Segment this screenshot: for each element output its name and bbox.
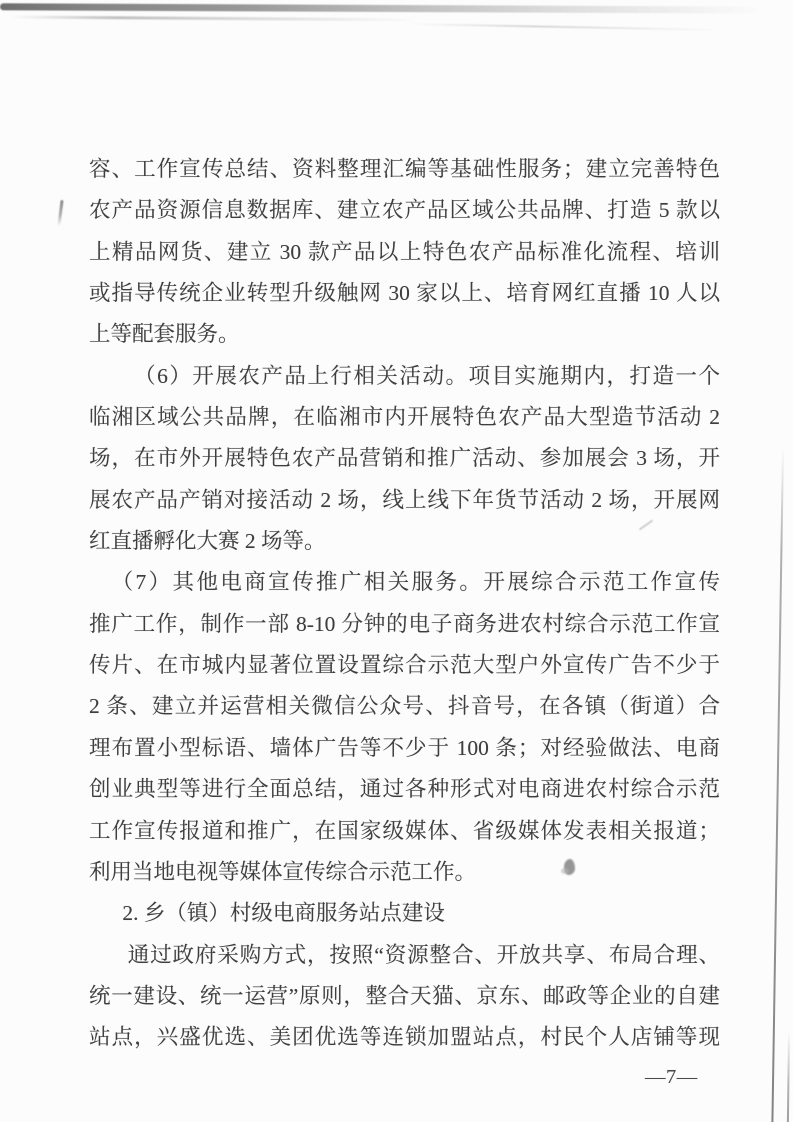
section-heading-text: 2. 乡（镇）村级电商服务站点建设 [122, 901, 445, 926]
text-line: 统一建设、统一运营”原则，整合天猫、京东、邮政等企业的自建 [89, 983, 720, 1008]
scan-streak-wisp-right [410, 23, 720, 31]
text-line: 创业典型等进行全面总结，通过各种形式对电商进农村综合示范 [89, 777, 720, 802]
text-line: 理布置小型标语、墙体广告等不少于 100 条；对经验做法、电商 [89, 735, 720, 760]
text-line: 容、工作宣传总结、资料整理汇编等基础性服务；建立完善特色 [89, 157, 720, 181]
text-line: 利用当地电视等媒体宣传综合示范工作。 [89, 859, 477, 884]
page-number: —7— [645, 1066, 698, 1088]
scan-page-edge-line-outer [787, 1032, 790, 1122]
paragraph-item-7 [89, 562, 720, 893]
text-line: 红直播孵化大赛 2 场等。 [89, 529, 326, 554]
section-heading-2 [89, 893, 720, 934]
text-line: （6）开展农产品上行相关活动。项目实施期内，打造一个 [134, 363, 720, 388]
scan-page-edge-line [771, 448, 784, 1122]
paragraph-procurement [89, 935, 720, 1059]
text-line: 或指导传统企业转型升级触网 30 家以上、培育网红直播 10 人以 [89, 281, 720, 306]
text-line: 工作宣传报道和推广，在国家级媒体、省级媒体发表相关报道； [89, 818, 720, 843]
text-line: 2 条、建立并运营相关微信公众号、抖音号，在各镇（街道）合 [89, 694, 720, 719]
scan-speck-left-margin [57, 200, 63, 226]
text-line: 站点，兴盛优选、美团优选等连锁加盟站点，村民个人店铺等现 [89, 1025, 720, 1050]
text-line: 通过政府采购方式，按照“资源整合、开放共享、布局合理、 [127, 942, 720, 967]
scan-streak-wisp-left [10, 15, 440, 21]
text-line: 农产品资源信息数据库、建立农产品区域公共品牌、打造 5 款以 [89, 198, 720, 223]
text-line: 场，在市外开展特色农产品营销和推广活动、参加展会 3 场，开 [89, 446, 720, 471]
text-line: 传片、在市城内显著位置设置综合示范大型户外宣传广告不少于 [89, 653, 720, 678]
document-text-block [89, 149, 720, 1059]
text-line: 推广工作，制作一部 8-10 分钟的电子商务进农村综合示范工作宣 [89, 611, 720, 636]
text-line: 上等配套服务。 [89, 322, 240, 347]
text-line: 上精品网货、建立 30 款产品以上特色农产品标准化流程、培训 [89, 239, 720, 264]
text-line: 临湘区域公共品牌，在临湘市内开展特色农产品大型造节活动 2 [89, 405, 720, 430]
paragraph-item-6 [89, 356, 720, 563]
text-line: （7）其他电商宣传推广相关服务。开展综合示范工作宣传 [111, 570, 720, 595]
scan-streak-top [0, 3, 793, 13]
text-line: 展农产品产销对接活动 2 场，线上线下年货节活动 2 场，开展网 [89, 487, 720, 512]
paragraph-continuation [89, 149, 720, 356]
